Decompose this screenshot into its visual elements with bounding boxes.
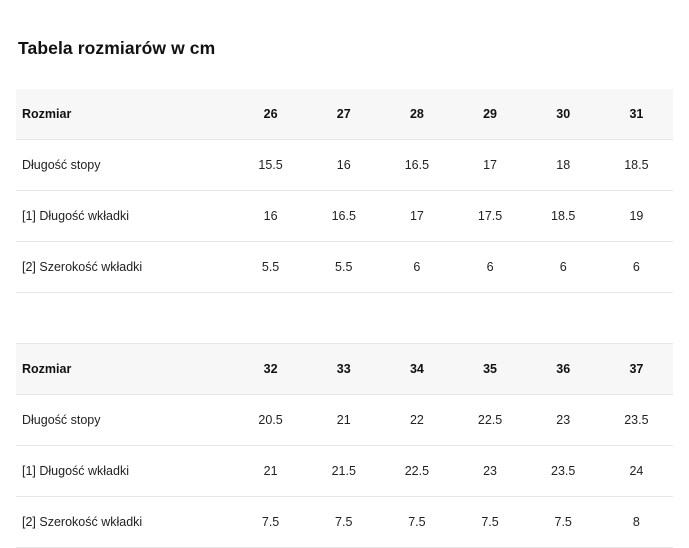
row-value: 23.5 <box>551 464 576 478</box>
row-value: 17 <box>483 158 497 172</box>
table-row <box>16 242 673 293</box>
row-value: 16 <box>336 158 351 172</box>
row-label: [1] Długość wkładki <box>22 209 129 223</box>
table-row <box>16 446 673 497</box>
header-size: 28 <box>409 107 424 121</box>
header-size: 34 <box>409 362 424 376</box>
row-value: 15.5 <box>258 158 283 172</box>
row-value: 20.5 <box>258 413 283 427</box>
header-size: 37 <box>629 362 644 376</box>
row-value: 21 <box>336 413 351 427</box>
row-label: [2] Szerokość wkładki <box>22 515 143 529</box>
header-size: 31 <box>629 107 644 121</box>
header-size: 27 <box>336 107 351 121</box>
header-size: 36 <box>556 362 571 376</box>
size-table-group-2 <box>16 293 673 548</box>
row-value: 18 <box>556 158 571 172</box>
row-value: 16.5 <box>404 158 430 172</box>
header-size: 29 <box>483 107 497 121</box>
row-label: [2] Szerokość wkładki <box>22 260 143 274</box>
row-value: 6 <box>413 260 421 274</box>
header-size: 26 <box>263 107 278 121</box>
row-value: 17.5 <box>477 209 503 223</box>
header-size: 33 <box>336 362 351 376</box>
row-value: 5.5 <box>261 260 280 274</box>
row-value: 22.5 <box>404 464 430 478</box>
row-value: 19 <box>629 209 644 223</box>
row-value: 7.5 <box>335 515 353 529</box>
row-value: 24 <box>629 464 644 478</box>
table-row <box>16 191 673 242</box>
row-value: 7.5 <box>261 515 280 529</box>
header-size: 32 <box>263 362 278 376</box>
table-header-row <box>16 89 673 140</box>
row-value: 22 <box>409 413 424 427</box>
header-label: Rozmiar <box>22 362 72 376</box>
row-value: 6 <box>559 260 567 274</box>
table-row <box>16 395 673 446</box>
row-value: 16.5 <box>331 209 356 223</box>
row-value: 7.5 <box>408 515 426 529</box>
row-value: 17 <box>409 209 424 223</box>
row-value: 5.5 <box>335 260 353 274</box>
row-value: 8 <box>632 515 640 529</box>
row-value: 6 <box>632 260 640 274</box>
row-value: 23 <box>483 464 497 478</box>
row-label: Długość stopy <box>22 158 101 172</box>
row-label: Długość stopy <box>22 413 101 427</box>
header-size: 30 <box>556 107 571 121</box>
row-value: 21.5 <box>331 464 356 478</box>
row-value: 22.5 <box>477 413 503 427</box>
row-label: [1] Długość wkładki <box>22 464 129 478</box>
table-row <box>16 497 673 548</box>
table-header-row <box>16 344 673 395</box>
page-title: Tabela rozmiarów w cm <box>18 38 216 58</box>
table-row <box>16 140 673 191</box>
header-size: 35 <box>483 362 497 376</box>
row-value: 16 <box>263 209 278 223</box>
row-value: 23.5 <box>624 413 649 427</box>
row-value: 18.5 <box>624 158 649 172</box>
row-value: 18.5 <box>551 209 576 223</box>
row-value: 23 <box>556 413 571 427</box>
row-value: 6 <box>486 260 494 274</box>
row-value: 7.5 <box>554 515 572 529</box>
table-spacer <box>16 293 673 344</box>
header-label: Rozmiar <box>22 107 72 121</box>
size-table-group-1 <box>16 89 673 293</box>
row-value: 7.5 <box>481 515 499 529</box>
row-value: 21 <box>263 464 278 478</box>
